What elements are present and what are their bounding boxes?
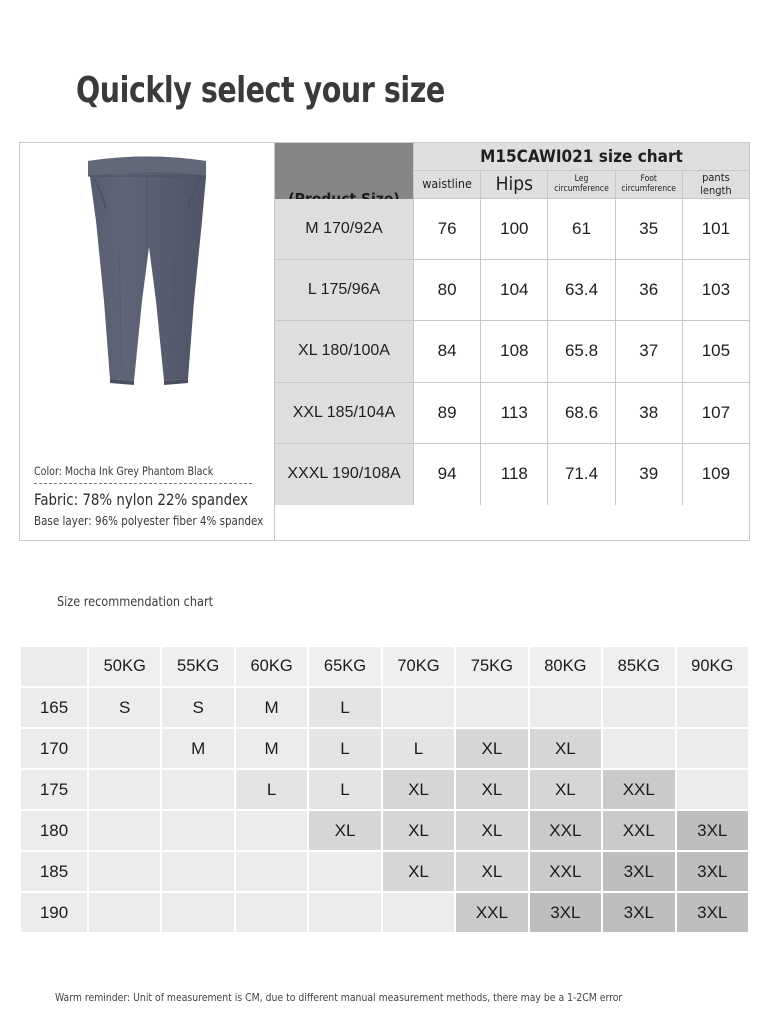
empty-cell (89, 852, 160, 891)
cell-length: 101 (682, 199, 749, 259)
weight-header: 50KG (89, 647, 160, 686)
cell-leg: 71.4 (547, 444, 614, 505)
table-row (21, 811, 748, 850)
product-base-layer-text: Base layer: 96% polyester fiber 4% spandex (34, 513, 264, 528)
column-header-foot-circumference: Foot circumference (615, 171, 682, 199)
recommendation-chart-label: Size recommendation chart (57, 594, 214, 610)
recommendation-header-row (21, 647, 748, 686)
cell-foot: 39 (615, 444, 682, 505)
recommended-size-cell: XXL (603, 811, 674, 850)
recommended-size-cell: XXL (530, 852, 601, 891)
recommended-size-cell: 3XL (677, 811, 749, 850)
cell-waistline: 89 (413, 383, 480, 443)
weight-header: 80KG (530, 647, 601, 686)
table-row (21, 852, 748, 891)
table-row (21, 770, 748, 809)
size-label: XXL 185/104A (275, 383, 413, 444)
table-row (21, 893, 748, 932)
recommended-size-cell: XL (456, 852, 527, 891)
page-title: Quickly select your size (76, 70, 445, 111)
recommended-size-cell: L (309, 770, 380, 809)
recommendation-body (21, 688, 748, 932)
empty-cell (236, 811, 307, 850)
recommended-size-cell: 3XL (603, 893, 674, 932)
table-row (413, 199, 749, 260)
chart-body (275, 199, 749, 540)
product-panel (20, 143, 275, 540)
cell-foot: 36 (615, 260, 682, 320)
recommended-size-cell: XXL (456, 893, 527, 932)
weight-header: 90KG (677, 647, 749, 686)
recommended-size-cell: S (162, 688, 233, 727)
recommended-size-cell: 3XL (530, 893, 601, 932)
empty-cell (383, 688, 454, 727)
empty-cell (309, 852, 380, 891)
empty-cell (530, 688, 601, 727)
empty-cell (309, 893, 380, 932)
cell-waistline: 94 (413, 444, 480, 505)
size-label: L 175/96A (275, 260, 413, 321)
recommended-size-cell: XL (383, 852, 454, 891)
size-label: XXXL 190/108A (275, 444, 413, 505)
recommended-size-cell: L (309, 729, 380, 768)
measurements-table (275, 143, 749, 540)
column-header-waistline: waistline (413, 171, 480, 199)
column-header-pants-length: pants length (682, 171, 749, 199)
cell-waistline: 76 (413, 199, 480, 259)
empty-cell (677, 770, 749, 809)
weight-header: 65KG (309, 647, 380, 686)
size-label-column (275, 199, 413, 540)
cell-waistline: 84 (413, 321, 480, 381)
measurement-columns (413, 199, 749, 540)
product-color-text: Color: Mocha Ink Grey Phantom Black (34, 464, 214, 478)
cell-hips: 104 (480, 260, 547, 320)
product-info (20, 464, 274, 540)
empty-cell (89, 729, 160, 768)
empty-cell (236, 893, 307, 932)
chart-title-cell: M15CAWI021 size chart (413, 143, 749, 171)
product-image (20, 143, 274, 464)
height-row-label: 175 (21, 770, 87, 809)
recommended-size-cell: XXL (530, 811, 601, 850)
empty-cell (89, 770, 160, 809)
recommended-size-cell: XL (383, 770, 454, 809)
empty-cell (162, 770, 233, 809)
recommended-size-cell: XL (530, 770, 601, 809)
cell-hips: 108 (480, 321, 547, 381)
cell-hips: 118 (480, 444, 547, 505)
table-row (413, 444, 749, 505)
cell-length: 103 (682, 260, 749, 320)
empty-cell (383, 893, 454, 932)
info-divider (34, 483, 252, 484)
footer-note: Warm reminder: Unit of measurement is CM, due to different manual measurement methods, there may be a 1-2CM error (55, 991, 623, 1004)
recommended-size-cell: 3XL (603, 852, 674, 891)
chart-header-row (275, 143, 749, 199)
height-row-label: 185 (21, 852, 87, 891)
column-header-hips: Hips (480, 171, 547, 199)
table-row (21, 729, 748, 768)
size-label: M 170/92A (275, 199, 413, 260)
recommended-size-cell: XL (456, 770, 527, 809)
cell-hips: 113 (480, 383, 547, 443)
weight-header: 70KG (383, 647, 454, 686)
recommended-size-cell: M (162, 729, 233, 768)
recommended-size-cell: M (236, 729, 307, 768)
empty-cell (236, 852, 307, 891)
recommended-size-cell: XL (530, 729, 601, 768)
corner-cell (21, 647, 87, 686)
height-row-label: 180 (21, 811, 87, 850)
recommended-size-cell: 3XL (677, 893, 749, 932)
size-label: XL 180/100A (275, 321, 413, 382)
cell-leg: 61 (547, 199, 614, 259)
column-headers-row (413, 171, 749, 199)
recommended-size-cell: L (383, 729, 454, 768)
recommended-size-cell: XL (456, 729, 527, 768)
cell-leg: 68.6 (547, 383, 614, 443)
table-row (413, 260, 749, 321)
cell-foot: 37 (615, 321, 682, 381)
table-row (413, 321, 749, 382)
recommended-size-cell: 3XL (677, 852, 749, 891)
empty-cell (603, 688, 674, 727)
empty-cell (456, 688, 527, 727)
empty-cell (162, 811, 233, 850)
height-row-label: 170 (21, 729, 87, 768)
cell-foot: 38 (615, 383, 682, 443)
cell-leg: 65.8 (547, 321, 614, 381)
cell-waistline: 80 (413, 260, 480, 320)
cell-length: 107 (682, 383, 749, 443)
recommended-size-cell: L (236, 770, 307, 809)
recommended-size-cell: XL (456, 811, 527, 850)
height-row-label: 165 (21, 688, 87, 727)
height-row-label: 190 (21, 893, 87, 932)
pants-illustration (72, 151, 222, 396)
cell-length: 109 (682, 444, 749, 505)
empty-cell (89, 893, 160, 932)
empty-cell (677, 688, 749, 727)
cell-leg: 63.4 (547, 260, 614, 320)
weight-header: 85KG (603, 647, 674, 686)
weight-header: 75KG (456, 647, 527, 686)
empty-cell (162, 893, 233, 932)
product-fabric-text: Fabric: 78% nylon 22% spandex (34, 490, 249, 509)
size-chart-table (19, 142, 750, 541)
cell-length: 105 (682, 321, 749, 381)
empty-cell (603, 729, 674, 768)
recommended-size-cell: L (309, 688, 380, 727)
cell-hips: 100 (480, 199, 547, 259)
weight-header: 55KG (162, 647, 233, 686)
column-header-leg-circumference: Leg circumference (547, 171, 614, 199)
recommended-size-cell: XL (309, 811, 380, 850)
cell-foot: 35 (615, 199, 682, 259)
recommended-size-cell: S (89, 688, 160, 727)
recommended-size-cell: XL (383, 811, 454, 850)
size-recommendation-table (19, 645, 750, 934)
recommended-size-cell: XXL (603, 770, 674, 809)
recommended-size-cell: M (236, 688, 307, 727)
table-row (21, 688, 748, 727)
weight-header: 60KG (236, 647, 307, 686)
table-row (413, 383, 749, 444)
empty-cell (162, 852, 233, 891)
empty-cell (677, 729, 749, 768)
empty-cell (89, 811, 160, 850)
